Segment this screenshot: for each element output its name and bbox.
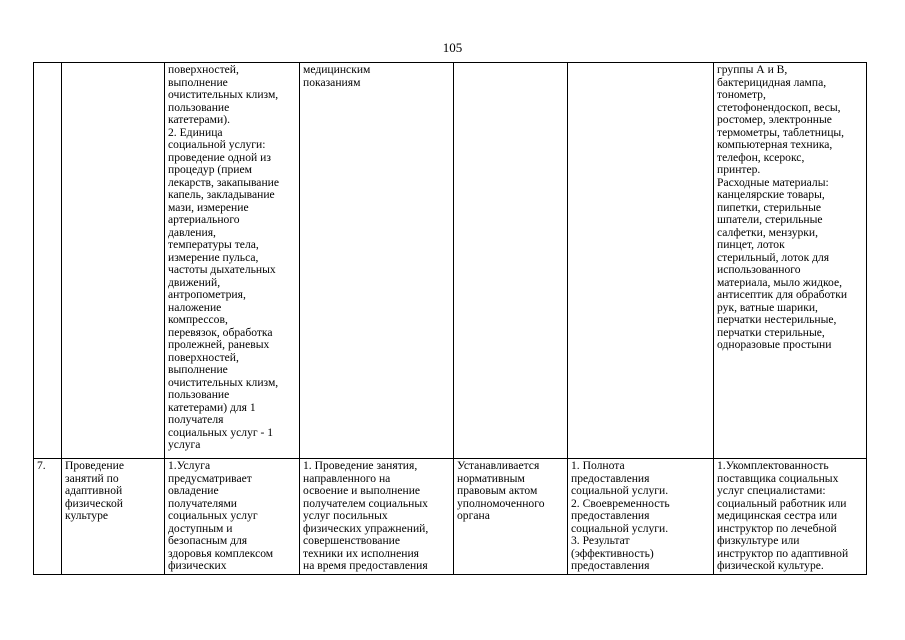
cell-service-term: медицинским показаниям	[300, 63, 454, 459]
cell-number: 7.	[34, 459, 62, 575]
cell-number	[34, 63, 62, 459]
table-row-continuation	[34, 63, 867, 459]
page-number: 105	[442, 40, 463, 55]
cell-service-name	[62, 63, 165, 459]
cell-quality-indicators: 1. Полнота предоставления социальной услуги. 2. Своевременность предоставления социальной услуги. 3. Результат (эффективность) предоставления	[568, 459, 714, 575]
cell-service-description: поверхностей, выполнение очистительных клизм, пользование катетерами). 2. Единица социальной услуги: проведение одной из процедур (прием лекарств, закапывание капель, закладывание мази, измерение артериального давления, температуры тела, измерение пульса, частоты дыхательных движений, антропометрия, наложение компрессов, перевязок, обработка пролежней, раневых поверхностей, выполнение очистительных клизм, пользование катетерами) для 1 получателя социальных услуг - 1 услуга	[165, 63, 300, 459]
cell-tariff	[454, 63, 568, 459]
cell-service-term: 1. Проведение занятия, направленного на освоение и выполнение получателем социальных услуг посильных физических упражнений, совершенствование техники их исполнения на время предоставления	[300, 459, 454, 575]
cell-tariff: Устанавливается нормативным правовым актом уполномоченного органа	[454, 459, 568, 575]
cell-service-description: 1.Услуга предусматривает овладение получателями социальных услуг доступным и безопасным для здоровья комплексом физических	[165, 459, 300, 575]
cell-conditions: группы А и В, бактерицидная лампа, тонометр, стетофонендоскоп, весы, ростомер, электронные термометры, таблетницы, компьютерная техника, телефон, ксерокс, принтер. Расходные материалы: канцелярские товары, пипетки, стерильные шпатели, стерильные салфетки, мензурки, пинцет, лоток стерильный, лоток для использованного материала, мыло жидкое, антисептик для обработки рук, ватные шарики, перчатки нестерильные, перчатки стерильные, одноразовые простыни	[714, 63, 867, 459]
cell-conditions: 1.Укомплектованность поставщика социальных услуг специалистами: социальный работник или медицинская сестра или инструктор по лечебной физкультуре или инструктор по адаптивной физической культуре.	[714, 459, 867, 575]
cell-service-name: Проведение занятий по адаптивной физической культуре	[62, 459, 165, 575]
services-table	[33, 62, 867, 575]
table-row-7	[34, 459, 867, 575]
cell-quality-indicators	[568, 63, 714, 459]
